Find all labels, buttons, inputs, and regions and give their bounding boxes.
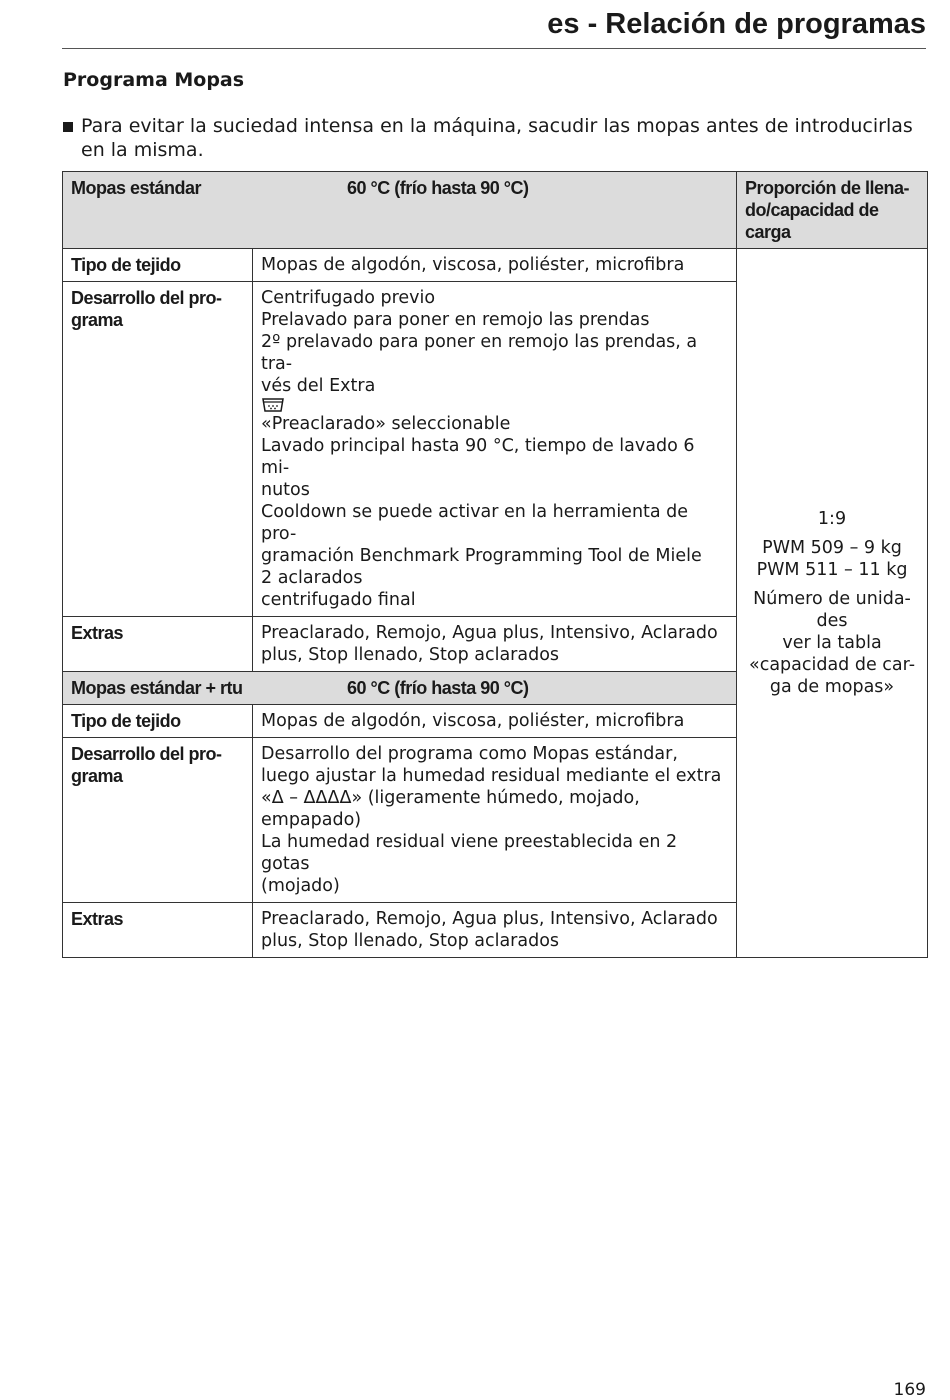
- program-step-text: «Preaclarado» seleccionable: [261, 414, 511, 434]
- row-value: Mopas de algodón, viscosa, poliéster, microfibra: [253, 705, 737, 738]
- program-step: nutos: [261, 480, 310, 500]
- model-capacity: PWM 509 – 9 kg: [762, 538, 902, 558]
- program-step-text: vés del Extra: [261, 376, 376, 396]
- row-label: Extras: [63, 903, 253, 958]
- program-step: Cooldown se puede activar en la herramienta de pro-: [261, 502, 689, 544]
- page-number: 169: [893, 1380, 926, 1400]
- program-step: Desarrollo del programa como Mopas estándar,: [261, 744, 678, 764]
- row-value: [253, 282, 737, 617]
- program-step: centrifugado final: [261, 590, 416, 610]
- square-bullet-icon: [63, 122, 73, 132]
- prerinse-icon: [261, 397, 285, 413]
- program-step-with-icon: [261, 375, 728, 435]
- program-temperature: 60 °C (frío hasta 90 °C): [347, 678, 529, 698]
- capacity-note-line: «capacidad de car-: [748, 655, 916, 675]
- program-table: [62, 171, 928, 958]
- capacity-note-line: Número de unida-: [753, 589, 911, 609]
- program-name: Mopas estándar + rtu: [71, 678, 243, 698]
- program-step: (mojado): [261, 876, 340, 896]
- program-step: 2 aclarados: [261, 568, 363, 588]
- row-label: Tipo de tejido: [63, 249, 253, 282]
- page-header-title: es - Relación de programas: [547, 8, 926, 40]
- capacity-cell: [737, 249, 928, 958]
- program-step: Lavado principal hasta 90 °C, tiempo de lavado 6 mi-: [261, 436, 695, 478]
- capacity-note-line: ga de mopas»: [769, 677, 895, 697]
- program-step: Prelavado para poner en remojo las prendas: [261, 310, 650, 330]
- row-label: Extras: [63, 617, 253, 672]
- program-step: Centrifugado previo: [261, 288, 436, 308]
- row-value: Mopas de algodón, viscosa, poliéster, microfibra: [253, 249, 737, 282]
- program-temperature: 60 °C (frío hasta 90 °C): [347, 178, 529, 198]
- fill-ratio: 1:9: [817, 509, 847, 529]
- program-step: gramación Benchmark Programming Tool de Miele: [261, 546, 702, 566]
- bullet-text: Para evitar la suciedad intensa en la máquina, sacudir las mopas antes de introducirlas en la misma.: [81, 115, 913, 161]
- row-value: Preaclarado, Remojo, Agua plus, Intensivo, Aclarado plus, Stop llenado, Stop aclarados: [253, 617, 737, 672]
- program-step: 2º prelavado para poner en remojo las prendas, a tra-: [261, 332, 698, 374]
- table-header-row: [63, 172, 928, 249]
- program-step: «ᐃ – ᐃᐃᐃᐃ» (ligeramente húmedo, mojado, empapado): [261, 788, 640, 830]
- row-value: Preaclarado, Remojo, Agua plus, Intensivo, Aclarado plus, Stop llenado, Stop aclarados: [253, 903, 737, 958]
- side-header-cell: Proporción de llena-do/capacidad de carga: [737, 172, 928, 249]
- program-header-cell: [63, 672, 737, 705]
- row-label: Desarrollo del pro-grama: [63, 282, 253, 617]
- row-label: Tipo de tejido: [63, 705, 253, 738]
- section-title: Programa Mopas: [63, 69, 245, 91]
- program-step: luego ajustar la humedad residual mediante el extra: [261, 766, 722, 786]
- capacity-note-line: des: [816, 611, 848, 631]
- capacity-note-line: ver la tabla: [782, 633, 882, 653]
- program-name: Mopas estándar: [71, 178, 202, 198]
- model-capacity: PWM 511 – 11 kg: [756, 560, 908, 580]
- program-step: La humedad residual viene preestablecida en 2 gotas: [261, 832, 678, 874]
- row-label: Desarrollo del pro-grama: [63, 738, 253, 903]
- table-row: [63, 249, 928, 282]
- row-value: [253, 738, 737, 903]
- header-divider: [62, 48, 926, 49]
- program-header-cell: [63, 172, 737, 249]
- bullet-paragraph: [63, 114, 928, 162]
